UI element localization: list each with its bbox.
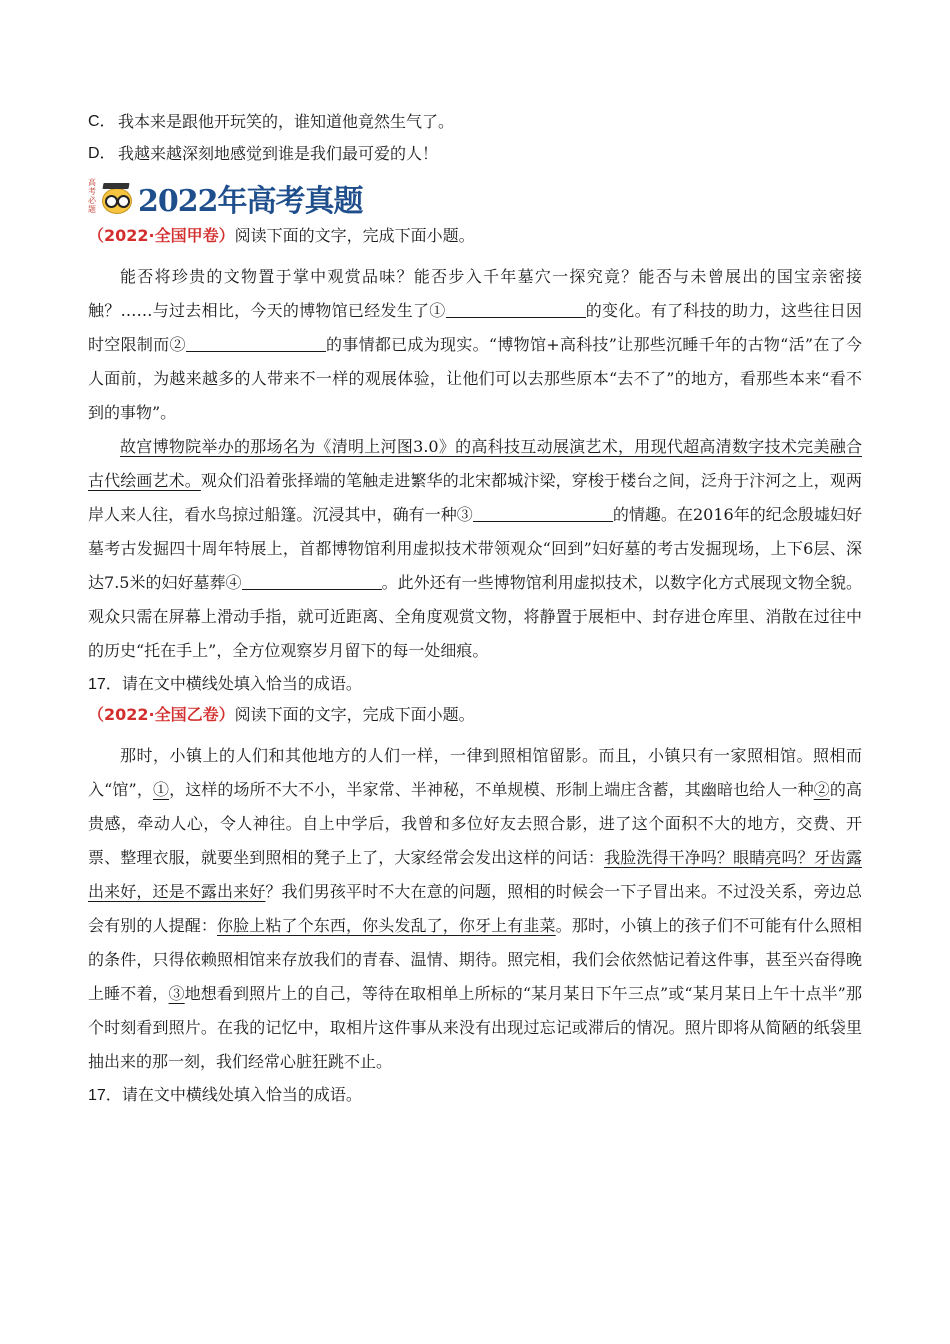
question-number: 17．: [88, 1087, 122, 1104]
option-d[interactable]: [88, 144, 862, 164]
question: [88, 674, 862, 695]
option-text: 我本来是跟他开玩笑的，谁知道他竟然生气了。: [118, 112, 455, 131]
reading-passage: [88, 739, 862, 1079]
fill-blank[interactable]: [473, 501, 613, 522]
question-text: 请在文中横线处填入恰当的成语。: [121, 1085, 362, 1104]
section-title: 2022年高考真题: [138, 184, 363, 219]
badge-text: 高考必题: [88, 178, 96, 214]
underlined-sentence: 故宫博物院举办的那场名为《清明上河图3.0》的高科技互动展演艺术，用现代超高清数字技术完美融合古代绘画艺术。: [88, 437, 862, 490]
underlined-sentence: 你脸上粘了个东西，你头发乱了，你牙上有韭菜: [217, 916, 556, 935]
question-number: 17．: [88, 676, 122, 693]
section-header: [88, 176, 862, 220]
passage-paragraph: 能否将珍贵的文物置于掌中观赏品味？能否步入千年墓穴一探究竟？能否与未曾展出的国宝亲密接触？……与过去相比，今天的博物馆已经发生了① 的变化。有了科技的助力，这些往日因时空限制而② 的事情都已成为现实。“博物馆+高科技”让那些沉睡千年的古物“活”在了今人面前，为越来越多的人带来不一样的观展体验，让他们可以去那些原本“去不了”的地方，看那些本来“看不到的事物”。: [88, 267, 862, 422]
exam-source-tag: （2022·全国甲卷）: [88, 226, 235, 245]
mascot-badge-icon: [88, 176, 138, 220]
blank-marker[interactable]: ①: [152, 780, 170, 799]
exam-source-tag: （2022·全国乙卷）: [88, 705, 235, 724]
fill-blank[interactable]: [242, 569, 382, 590]
fill-blank[interactable]: [186, 331, 326, 352]
option-c[interactable]: [88, 112, 862, 132]
fill-blank[interactable]: [446, 297, 586, 318]
passage-paragraph: 故宫博物院举办的那场名为《清明上河图3.0》的高科技互动展演艺术，用现代超高清数字技术完美融合古代绘画艺术。观众们沿着张择端的笔触走进繁华的北宋都城汴梁，穿梭于楼台之间，泛舟于汴河之上，观两岸人来人往，看水鸟掠过船篷。沉浸其中，确有一种③ 的情趣。在2016年的纪念殷墟妇好墓考古发掘四十周年特展上，首都博物馆利用虚拟技术带领观众“回到”妇好墓的考古发掘现场，上下6层、深达7.5米的妇好墓葬④ 。此外还有一些博物馆利用虚拟技术，以数字化方式展现文物全貌。观众只需在屏幕上滑动手指，就可近距离、全角度观赏文物，将静置于展柜中、封存进仓库里、消散在过往中的历史“托在手上”，全方位观察岁月留下的每一处细痕。: [88, 437, 862, 660]
intro-text: 阅读下面的文字，完成下面小题。: [234, 226, 475, 245]
option-label: C．: [88, 113, 116, 130]
option-text: 我越来越深刻地感觉到谁是我们最可爱的人！: [118, 144, 439, 163]
question-intro: [88, 705, 862, 725]
question: [88, 1085, 862, 1106]
reading-passage: [88, 260, 862, 668]
passage-paragraph: 那时，小镇上的人们和其他地方的人们一样，一律到照相馆留影。而且，小镇只有一家照相馆。照相而入“馆”，①，这样的场所不大不小，半家常、半神秘，不单规模、形制上端庄含蓄，其幽暗也给人一种②的高贵感，牵动人心，令人神往。自上中学后，我曾和多位好友去照合影，进了这个面积不大的地方，交费、开票、整理衣服，就要坐到照相的凳子上了，大家经常会发出这样的问话：我脸洗得干净吗？眼睛亮吗？牙齿露出来好，还是不露出来好？我们男孩平时不大在意的问题，照相的时候会一下子冒出来。不过没关系，旁边总会有别的人提醒：你脸上粘了个东西，你头发乱了，你牙上有韭菜。那时，小镇上的孩子们不可能有什么照相的条件，只得依赖照相馆来存放我们的青春、温情、期待。照完相，我们会依然惦记着这件事，甚至兴奋得晚上睡不着，③地想看到照片上的自己，等待在取相单上所标的“某月某日下午三点”或“某月某日上午十点半”那个时刻看到照片。在我的记忆中，取相片这件事从来没有出现过忘记或滞后的情况。照片即将从简陋的纸袋里抽出来的那一刻，我们经常心脏狂跳不止。: [88, 746, 862, 1071]
intro-text: 阅读下面的文字，完成下面小题。: [234, 705, 475, 724]
document-page: [88, 112, 862, 1116]
blank-marker[interactable]: ②: [813, 780, 830, 799]
option-label: D．: [88, 145, 116, 162]
question-text: 请在文中横线处填入恰当的成语。: [121, 674, 362, 693]
underlined-sentence: 我脸洗得干净吗？眼睛亮吗？牙齿露出来好，还是不露出来好: [88, 848, 862, 901]
question-intro: [88, 226, 862, 246]
blank-marker[interactable]: ③: [168, 984, 185, 1003]
